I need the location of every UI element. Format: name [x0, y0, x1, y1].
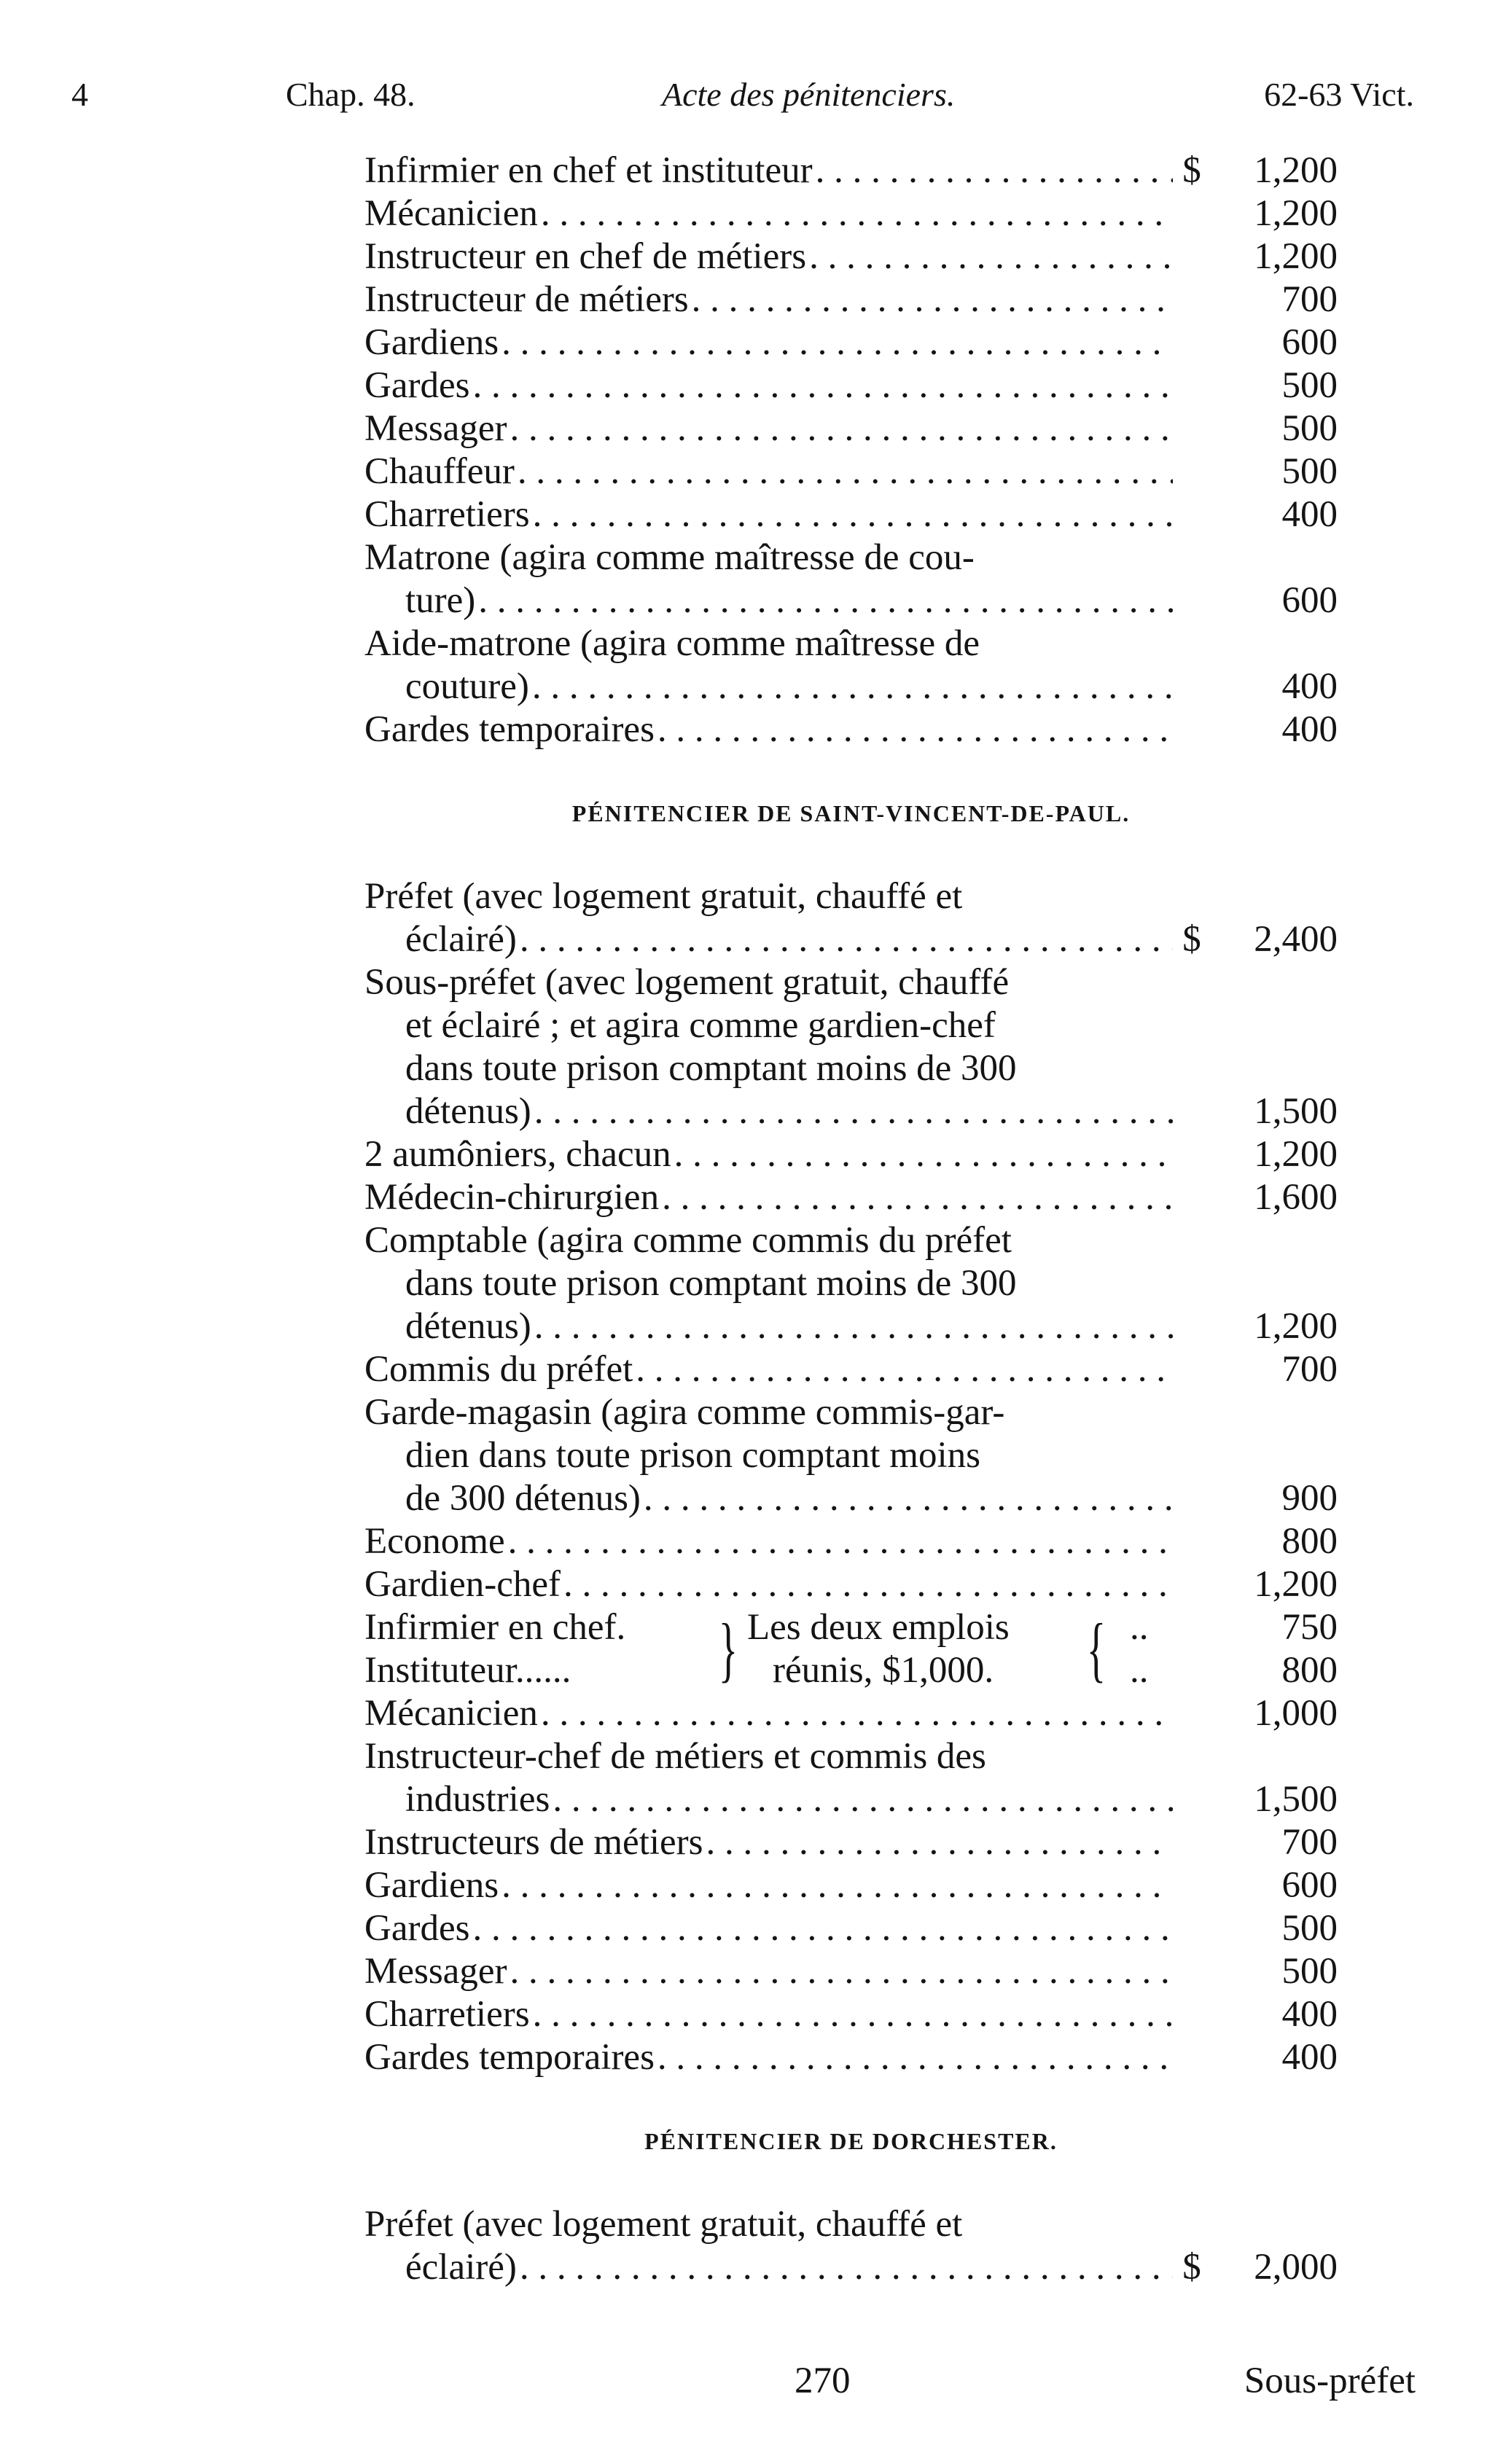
- leader-dots: ..: [1130, 1607, 1149, 1648]
- leader-dots: [816, 149, 1173, 192]
- position-label: industries: [405, 1779, 550, 1820]
- salary-row: [364, 493, 1338, 536]
- position-label: Econome: [364, 1521, 505, 1562]
- salary-row: [364, 235, 1338, 278]
- salary-amount: 1,500: [1254, 1779, 1338, 1820]
- folio-number: 270: [795, 2361, 851, 2401]
- leader-dots: [501, 1864, 1173, 1907]
- position-label: détenus): [405, 1091, 531, 1132]
- text-line: [364, 2203, 1338, 2246]
- salary-row: [364, 2036, 1338, 2079]
- position-label: Gardiens: [364, 1865, 499, 1906]
- leader-dots: [534, 1090, 1173, 1133]
- leader-dots: [636, 1348, 1173, 1391]
- line-text: Préfet (avec logement gratuit, chauffé et: [364, 876, 963, 917]
- regnal-year: 62-63 Vict.: [1264, 76, 1414, 113]
- section-heading-dorchester: PÉNITENCIER DE DORCHESTER.: [644, 2128, 1058, 2154]
- salary-amount: 600: [1281, 1865, 1338, 1906]
- salary-amount: 700: [1281, 1822, 1338, 1863]
- leader-dots: [662, 1176, 1173, 1219]
- text-line: [364, 1219, 1338, 1262]
- position-label: ture): [405, 580, 476, 621]
- salary-row: [364, 321, 1338, 364]
- text-line: [364, 1004, 1338, 1047]
- text-line: [364, 622, 1338, 665]
- position-label: Mécanicien: [364, 193, 538, 234]
- position-label: Gardes: [364, 1908, 470, 1949]
- leader-dots: [706, 1821, 1173, 1864]
- line-text: dans toute prison comptant moins de 300: [405, 1263, 1017, 1304]
- position-instituteur: Instituteur......: [364, 1650, 571, 1691]
- text-line: [364, 1262, 1338, 1305]
- left-brace: }: [718, 1608, 738, 1689]
- line-text: Matrone (agira comme maîtresse de cou-: [364, 537, 975, 578]
- position-label: Instructeurs de métiers: [364, 1822, 703, 1863]
- leader-dots: [501, 321, 1173, 364]
- salary-amount: 700: [1281, 279, 1338, 320]
- salary-amount: 1,200: [1254, 1564, 1338, 1605]
- salary-list-saint-vincent-b: [364, 1692, 1338, 2079]
- position-label: Mécanicien: [364, 1693, 538, 1734]
- salary-row: [364, 1993, 1338, 2036]
- salary-amount: 1,200: [1254, 193, 1338, 234]
- leader-dots: [674, 1133, 1173, 1176]
- salary-amount: 900: [1281, 1478, 1338, 1519]
- position-label: 2 aumôniers, chacun: [364, 1134, 671, 1175]
- salary-row: [364, 1305, 1338, 1348]
- position-label: Gardiens: [364, 322, 499, 363]
- salary-schedule: [364, 149, 1338, 2289]
- text-line: [364, 1047, 1338, 1090]
- currency-sign: $: [1182, 919, 1201, 960]
- leader-dots: [657, 2036, 1173, 2079]
- position-label: Gardes temporaires: [364, 709, 655, 750]
- salary-row: [364, 708, 1338, 751]
- salary-amount: 500: [1281, 1951, 1338, 1992]
- position-label: Médecin-chirurgien: [364, 1177, 660, 1218]
- position-label: détenus): [405, 1306, 531, 1347]
- salary-row: [364, 1520, 1338, 1563]
- salary-row: [364, 579, 1338, 622]
- salary-amount: 500: [1281, 408, 1338, 449]
- leader-dots: [644, 1477, 1173, 1520]
- salary-row: [364, 1907, 1338, 1950]
- position-label: Messager: [364, 408, 507, 449]
- leader-dots: [809, 235, 1173, 278]
- text-line: [364, 875, 1338, 918]
- salary-amount: 400: [1281, 666, 1338, 707]
- salary-list-part1: [364, 149, 1338, 751]
- position-label: Gardes temporaires: [364, 2037, 655, 2078]
- position-label: Commis du préfet: [364, 1349, 633, 1390]
- salary-row: [364, 1133, 1338, 1176]
- salary-amount: 1,200: [1254, 1134, 1338, 1175]
- salary-amount: 500: [1281, 451, 1338, 492]
- catchword: Sous-préfet: [1244, 2361, 1416, 2401]
- salary-row: [364, 1477, 1338, 1520]
- salary-amount: 600: [1281, 322, 1338, 363]
- salary-row: [364, 1176, 1338, 1219]
- leader-dots: [563, 1563, 1173, 1606]
- leader-dots: [518, 450, 1173, 493]
- salary-amount: 400: [1281, 709, 1338, 750]
- line-text: Aide-matrone (agira comme maîtresse de: [364, 623, 980, 664]
- position-label: Charretiers: [364, 494, 530, 535]
- leader-dots: [472, 364, 1173, 407]
- currency-sign: $: [1182, 150, 1201, 191]
- salary-amount: 1,200: [1254, 1306, 1338, 1347]
- text-line: [364, 1735, 1338, 1778]
- line-text: Préfet (avec logement gratuit, chauffé et: [364, 2204, 963, 2245]
- salary-row: [364, 278, 1338, 321]
- leader-dots: [533, 1993, 1173, 2036]
- salary-row: [364, 149, 1338, 192]
- line-text: et éclairé ; et agira comme gardien-chef: [405, 1005, 996, 1046]
- salary-row: [364, 1778, 1338, 1821]
- text-line: [364, 961, 1338, 1004]
- salary-row: [364, 1563, 1338, 1606]
- leader-dots: [541, 192, 1173, 235]
- salary-row: [364, 2246, 1338, 2289]
- salary-amount: 1,600: [1254, 1177, 1338, 1218]
- running-title: Acte des pénitenciers.: [662, 76, 956, 113]
- leader-dots: [510, 407, 1173, 450]
- leader-dots: [657, 708, 1173, 751]
- right-brace: {: [1086, 1608, 1107, 1689]
- leader-dots: [478, 579, 1173, 622]
- position-label: éclairé): [405, 2247, 517, 2288]
- bracket-note-line1: Les deux emplois: [747, 1607, 1010, 1648]
- leader-dots: [532, 665, 1173, 708]
- salary-amount: 400: [1281, 1994, 1338, 2035]
- salary-list-dorchester: [364, 2203, 1338, 2289]
- line-text: dans toute prison comptant moins de 300: [405, 1048, 1017, 1089]
- leader-dots: [472, 1907, 1173, 1950]
- currency-sign: $: [1182, 2247, 1201, 2288]
- salary-amount: 600: [1281, 580, 1338, 621]
- salary-row: [364, 192, 1338, 235]
- leader-dots: [553, 1778, 1173, 1821]
- text-line: [364, 1391, 1338, 1434]
- position-label: Chauffeur: [364, 451, 515, 492]
- leader-dots: ..: [1130, 1650, 1149, 1691]
- salary-amount: 750: [1281, 1607, 1338, 1648]
- bracketed-positions: [364, 1606, 1338, 1692]
- salary-amount: 800: [1281, 1650, 1338, 1691]
- salary-row: [364, 407, 1338, 450]
- position-label: Charretiers: [364, 1994, 530, 2035]
- position-label: éclairé): [405, 919, 517, 960]
- salary-list-saint-vincent-a: [364, 875, 1338, 1606]
- salary-amount: 1,200: [1254, 236, 1338, 277]
- salary-row: [364, 918, 1338, 961]
- salary-row: [364, 1348, 1338, 1391]
- section-heading-saint-vincent-de-paul: PÉNITENCIER DE SAINT-VINCENT-DE-PAUL.: [571, 800, 1131, 826]
- salary-row: [364, 1090, 1338, 1133]
- salary-amount: 400: [1281, 494, 1338, 535]
- position-label: de 300 détenus): [405, 1478, 641, 1519]
- salary-amount: 400: [1281, 2037, 1338, 2078]
- position-infirmier-en-chef: Infirmier en chef.: [364, 1607, 626, 1648]
- line-text: Sous-préfet (avec logement gratuit, chauffé: [364, 962, 1010, 1003]
- salary-row: [364, 1821, 1338, 1864]
- salary-amount: 500: [1281, 1908, 1338, 1949]
- position-label: Infirmier en chef et instituteur: [364, 150, 813, 191]
- text-line: [364, 536, 1338, 579]
- salary-row: [364, 1864, 1338, 1907]
- salary-amount: 2,400: [1254, 919, 1338, 960]
- leader-dots: [520, 2246, 1173, 2289]
- salary-amount: 800: [1281, 1521, 1338, 1562]
- line-text: Instructeur-chef de métiers et commis des: [364, 1736, 986, 1777]
- salary-amount: 1,200: [1254, 150, 1338, 191]
- position-label: Gardien-chef: [364, 1564, 561, 1605]
- line-text: Garde-magasin (agira comme commis-gar-: [364, 1392, 1005, 1433]
- text-line: [364, 1434, 1338, 1477]
- leader-dots: [541, 1692, 1173, 1735]
- page-number: 4: [71, 76, 88, 113]
- bracket-note-line2: réunis, $1,000.: [773, 1650, 994, 1691]
- position-label: Instructeur de métiers: [364, 279, 689, 320]
- line-text: Comptable (agira comme commis du préfet: [364, 1220, 1012, 1261]
- salary-row: [364, 450, 1338, 493]
- leader-dots: [510, 1950, 1173, 1993]
- leader-dots: [533, 493, 1173, 536]
- leader-dots: [534, 1305, 1173, 1348]
- salary-amount: 1,000: [1254, 1693, 1338, 1734]
- salary-amount: 700: [1281, 1349, 1338, 1390]
- position-label: Gardes: [364, 365, 470, 406]
- leader-dots: [508, 1520, 1173, 1563]
- salary-row: [364, 364, 1338, 407]
- salary-row: [364, 665, 1338, 708]
- leader-dots: [520, 918, 1173, 961]
- salary-row: [364, 1692, 1338, 1735]
- salary-amount: 1,500: [1254, 1091, 1338, 1132]
- line-text: dien dans toute prison comptant moins: [405, 1435, 980, 1476]
- position-label: couture): [405, 666, 529, 707]
- salary-row: [364, 1950, 1338, 1993]
- position-label: Instructeur en chef de métiers: [364, 236, 807, 277]
- position-label: Messager: [364, 1951, 507, 1992]
- salary-amount: 500: [1281, 365, 1338, 406]
- leader-dots: [692, 278, 1173, 321]
- chapter-label: Chap. 48.: [286, 76, 415, 113]
- salary-amount: 2,000: [1254, 2247, 1338, 2288]
